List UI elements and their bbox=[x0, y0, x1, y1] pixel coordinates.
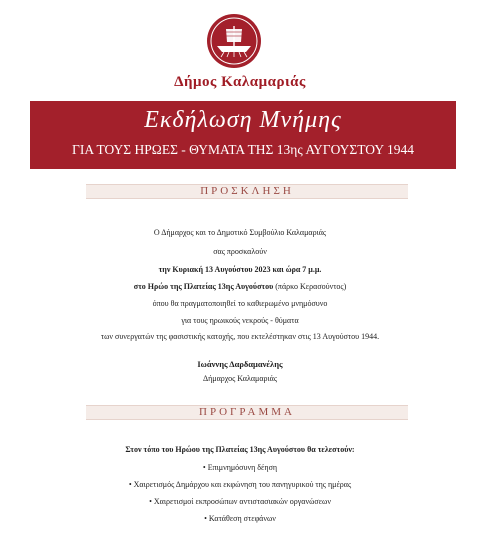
program-heading: ΠΡΟΓΡΑΜΜΑ bbox=[86, 405, 408, 420]
program-item: • Χαιρετισμοί εκπροσώπων αντιστασιακών οργανώσεων bbox=[149, 497, 331, 506]
municipality-name: Δήμος Καλαμαριάς bbox=[174, 74, 306, 90]
invitation-line-6: για τους ηρωικούς νεκρούς - θύματα bbox=[181, 316, 299, 325]
program-item: • Χαιρετισμός Δημάρχου και εκφώνηση του πανηγυρικού της ημέρας bbox=[128, 480, 352, 489]
program-intro: Στον τόπο του Ηρώου της Πλατείας 13ης Αυγούστου θα τελεστούν: bbox=[125, 445, 355, 454]
signature-title: Δήμαρχος Καλαμαριάς bbox=[202, 374, 278, 383]
invitation-line-5: όπου θα πραγματοποιηθεί το καθιερωμένο μνημόσυνο bbox=[152, 299, 328, 308]
banner-subtitle: ΓΙΑ ΤΟΥΣ ΗΡΩΕΣ - ΘΥΜΑΤΑ ΤΗΣ 13ης ΑΥΓΟΥΣΤΟΥ 1944 bbox=[72, 142, 414, 157]
signature-name: Ιωάννης Δαρδαμανέλης bbox=[197, 359, 283, 369]
location-name: στο Ηρώο της Πλατείας 13ης Αυγούστου bbox=[133, 282, 274, 291]
program-item: • Κατάθεση στεφάνων bbox=[204, 514, 276, 523]
invitation-date: την Κυριακή 13 Αυγούστου 2023 και ώρα 7 μ.μ. bbox=[158, 265, 322, 274]
invitation-line-7: των συνεργατών της φασιστικής κατοχής, που εκτελέστηκαν στις 13 Αυγούστου 1944. bbox=[100, 332, 380, 341]
municipality-logo-icon bbox=[205, 12, 263, 70]
event-banner bbox=[30, 101, 456, 169]
program-item: • Επιμνημόσυνη δέηση bbox=[202, 463, 278, 472]
invitation-line-1: Ο Δήμαρχος και το Δημοτικό Συμβούλιο Καλαμαριάς bbox=[153, 228, 327, 237]
invitation-heading: ΠΡΟΣΚΛΗΣΗ bbox=[86, 184, 408, 199]
invitation-line-2: σας προσκαλούν bbox=[213, 247, 267, 256]
location-note: (πάρκο Κερασούντος) bbox=[273, 282, 347, 291]
invitation-location bbox=[0, 282, 480, 291]
banner-title: Εκδήλωση Μνήμης bbox=[144, 107, 342, 133]
